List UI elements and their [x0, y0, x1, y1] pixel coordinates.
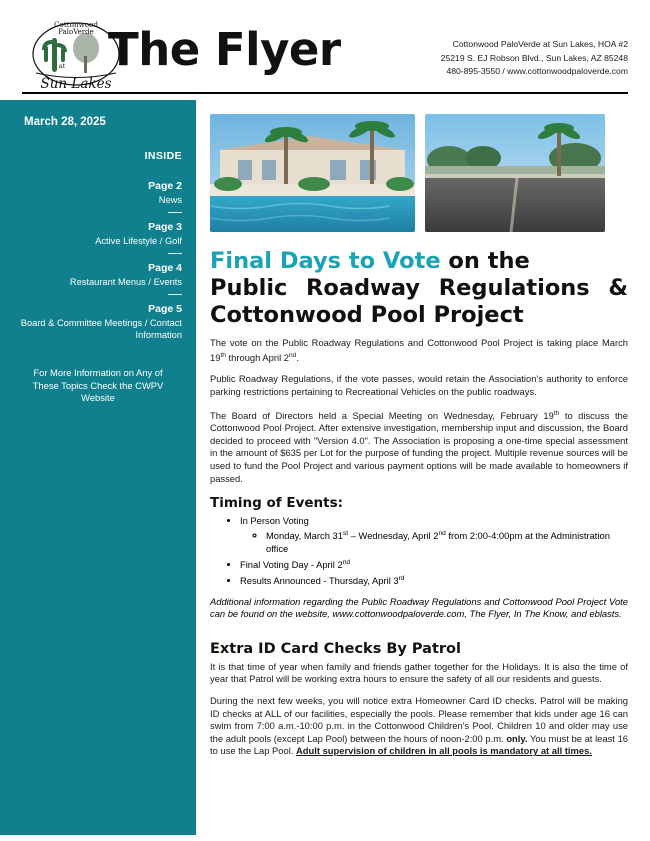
toc-page-number: Page 2: [148, 180, 182, 192]
svg-text:Cottonwood: Cottonwood: [54, 20, 98, 29]
event-label: In Person Voting: [240, 515, 309, 527]
article2-paragraph-2-part2: You must be at least 16 to use the Lap Pool.: [210, 732, 628, 757]
masthead: [0, 0, 650, 100]
svg-text:Sun Lakes: Sun Lakes: [40, 76, 112, 92]
main-content: [196, 100, 650, 777]
svg-text:at: at: [58, 62, 66, 70]
article2-paragraph-2-part1: During the next few weeks, you will notice extra Homeowner Card ID checks. Patrol will be making ID checks at ALL of our facilities, especially the pools. Please remember that kids under age 16 can swim from 7:00 a.m.-10:00 p.m. in the Cottonwood Children's Pool. Children 10 and older may use the adult pools (except Lap Pool) between the hours of noon-2:00 p.m.: [210, 694, 628, 744]
photo-row: [210, 114, 628, 232]
contact-line-2: 25219 S. EJ Robson Blvd., Sun Lakes, AZ 85248: [440, 52, 628, 63]
article2-paragraph-1: It is that time of year when family and friends gather together for the Holidays. It is also the time of year that Patrol will be working extra hours to ensure the safety of all our residents and guests.: [210, 660, 628, 685]
toc-divider: [168, 294, 182, 295]
list-item: ◦ Monday, March 31st – Wednesday, April 2nd from 2:00-4:00pm at the Administration office: [266, 528, 628, 556]
toc-page-number: Page 3: [148, 221, 182, 233]
new-asphalt-roadway-photo: [425, 114, 605, 232]
toc-page-description: Active Lifestyle / Golf: [95, 236, 182, 246]
contact-line-3: 480-895-3550 / www.cottonwoodpaloverde.com: [446, 66, 628, 76]
list-item: • Results Announced - Thursday, April 3rd: [240, 573, 628, 588]
timing-of-events-list: [210, 515, 628, 587]
masthead-divider: [22, 92, 628, 94]
toc-divider: [168, 253, 182, 254]
toc-entry-page-4[interactable]: [14, 262, 182, 295]
association-contact-info: [441, 38, 628, 79]
toc-entry-page-3[interactable]: [14, 221, 182, 254]
toc-page-description: News: [158, 195, 182, 205]
toc-page-description: Restaurant Menus / Events: [69, 277, 182, 287]
timing-of-events-heading: Timing of Events:: [210, 495, 344, 512]
page-body: [0, 100, 650, 835]
svg-text:PaloVerde: PaloVerde: [58, 28, 94, 36]
article2-only-emphasis: only.: [506, 732, 528, 744]
toc-page-description: Board & Committee Meetings / Contact Information: [20, 318, 182, 340]
list-item: • Final Voting Day - April 2nd: [240, 557, 628, 572]
inside-label: INSIDE: [144, 150, 182, 162]
table-of-contents: [14, 150, 182, 341]
toc-entry-page-2[interactable]: [14, 180, 182, 213]
article-closing-note: Additional information regarding the Public Roadway Regulations and Cottonwood Pool Project Vote can be found on the website, www.cottonwoodpaloverde.com, The Flyer, In The Know, and eblasts.: [210, 595, 628, 620]
toc-entry-page-5[interactable]: [14, 303, 182, 341]
issue-date: March 28, 2025: [24, 116, 106, 128]
extra-id-card-checks-heading: Extra ID Card Checks By Patrol: [210, 640, 461, 657]
article-headline: [210, 248, 628, 329]
article-paragraph-2: Public Roadway Regulations, if the vote passes, would retain the Association's authority to enforce parking restrictions pertaining to Recreational Vehicles on the public roadways.: [210, 373, 628, 397]
toc-page-number: Page 4: [148, 262, 182, 274]
article2-paragraph-2: [210, 695, 628, 758]
adult-supervision-notice: Adult supervision of children in all pools is mandatory at all times.: [296, 745, 592, 757]
publication-title: The Flyer: [108, 23, 341, 76]
toc-divider: [168, 212, 182, 213]
headline-rest-text: on the: [440, 248, 530, 274]
headline-accent-text: Final Days to Vote: [210, 248, 441, 274]
sidebar-website-note: For More Information on Any of These Topics Check the CWPV Website: [32, 367, 164, 403]
toc-page-number: Page 5: [148, 303, 182, 315]
sidebar: [0, 100, 196, 835]
pool-and-clubhouse-photo: [210, 114, 415, 232]
article-paragraph-1: The vote on the Public Roadway Regulations and Cottonwood Pool Project is taking place March 19th through April 2nd.: [210, 337, 628, 363]
article-paragraph-3: The Board of Directors held a Special Meeting on Wednesday, February 19th to discuss the Cottonwood Pool Project. After extensive investigation, membership input and discussion, the Board decided to proceed with "Version 4.0". The Association is proposing a one-time special assessment in the amount of $635 per Lot for the purpose of funding the project. Multiple revenue sources will be used to fund the Pool Project and various payment options will be made available to homeowners if passed.: [210, 409, 628, 484]
contact-line-1: Cottonwood PaloVerde at Sun Lakes, HOA #2: [452, 39, 628, 49]
list-item: [240, 515, 628, 556]
timing-sublist: [240, 528, 628, 556]
headline-second-line: Public Roadway Regulations & Cottonwood Pool Project: [210, 275, 628, 328]
